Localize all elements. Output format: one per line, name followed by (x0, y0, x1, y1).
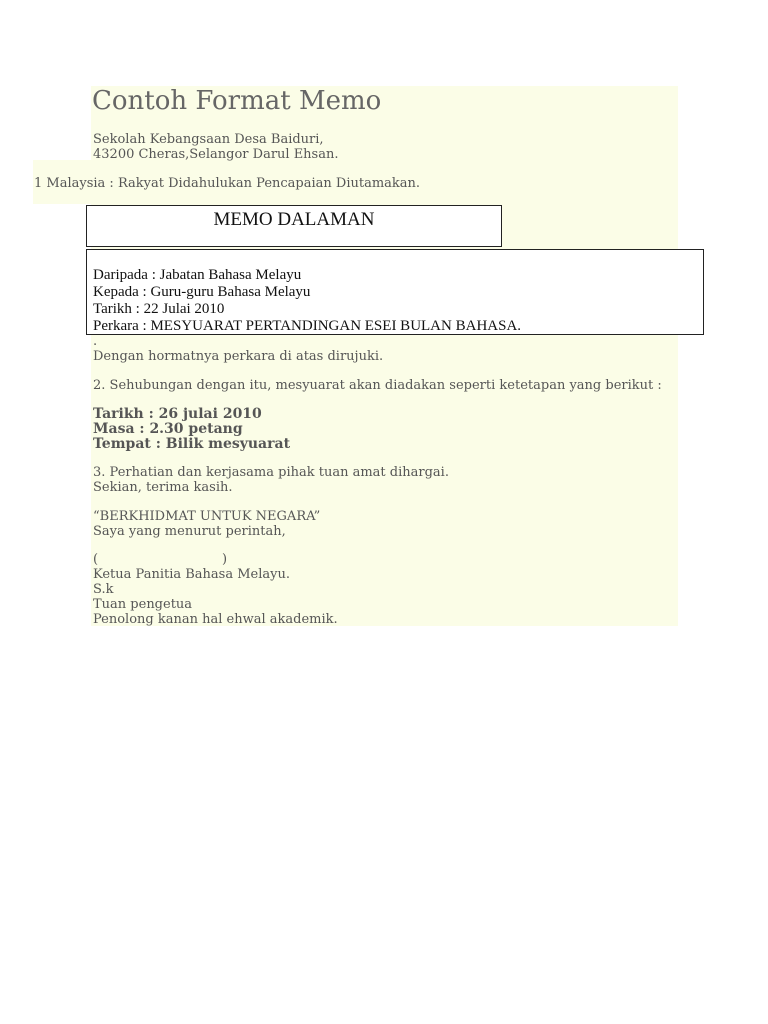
subject-line: Perkara : MESYUARAT PERTANDINGAN ESEI BULAN BAHASA. (93, 318, 522, 334)
from-line: Daripada : Jabatan Bahasa Melayu (93, 267, 302, 283)
document-title: Contoh Format Memo (92, 86, 382, 116)
meeting-date: Tarikh : 26 julai 2010 (93, 406, 262, 422)
slogan: “BERKHIDMAT UNTUK NEGARA” (93, 509, 321, 524)
signatory-block (93, 567, 338, 627)
memo-heading-box (86, 205, 502, 247)
motto: 1 Malaysia : Rakyat Didahulukan Pencapaian Diutamakan. (34, 176, 421, 191)
school-address (93, 132, 338, 162)
dot-marker: . (93, 334, 98, 349)
paragraph-3 (93, 465, 449, 495)
meeting-time: Masa : 2.30 petang (93, 421, 243, 437)
closing-line: Saya yang menurut perintah, (93, 524, 286, 539)
paragraph-1: Dengan hormatnya perkara di atas dirujuki. (93, 349, 384, 364)
memo-header-lines (93, 267, 521, 335)
address-line: 43200 Cheras,Selangor Darul Ehsan. (93, 147, 339, 162)
memo-heading: MEMO DALAMAN (213, 209, 375, 230)
date-line: Tarikh : 22 Julai 2010 (93, 301, 225, 317)
cc-label: S.k (93, 582, 114, 597)
meeting-details (93, 407, 290, 452)
paragraph-3-line: 3. Perhatian dan kerjasama pihak tuan amat dihargai. (93, 465, 449, 480)
closing-block (93, 509, 320, 539)
meeting-place: Tempat : Bilik mesyuarat (93, 436, 291, 452)
memo-header-box (86, 249, 704, 335)
signatory: Ketua Panitia Bahasa Melayu. (93, 567, 290, 582)
cc-recipient: Tuan pengetua (93, 597, 193, 612)
cc-recipient: Penolong kanan hal ehwal akademik. (93, 612, 338, 627)
paragraph-3-line: Sekian, terima kasih. (93, 480, 233, 495)
address-line: Sekolah Kebangsaan Desa Baiduri, (93, 132, 324, 147)
signature-blank: ( ) (93, 552, 228, 567)
to-line: Kepada : Guru-guru Bahasa Melayu (93, 284, 311, 300)
paragraph-2: 2. Sehubungan dengan itu, mesyuarat akan diadakan seperti ketetapan yang berikut : (93, 378, 662, 393)
